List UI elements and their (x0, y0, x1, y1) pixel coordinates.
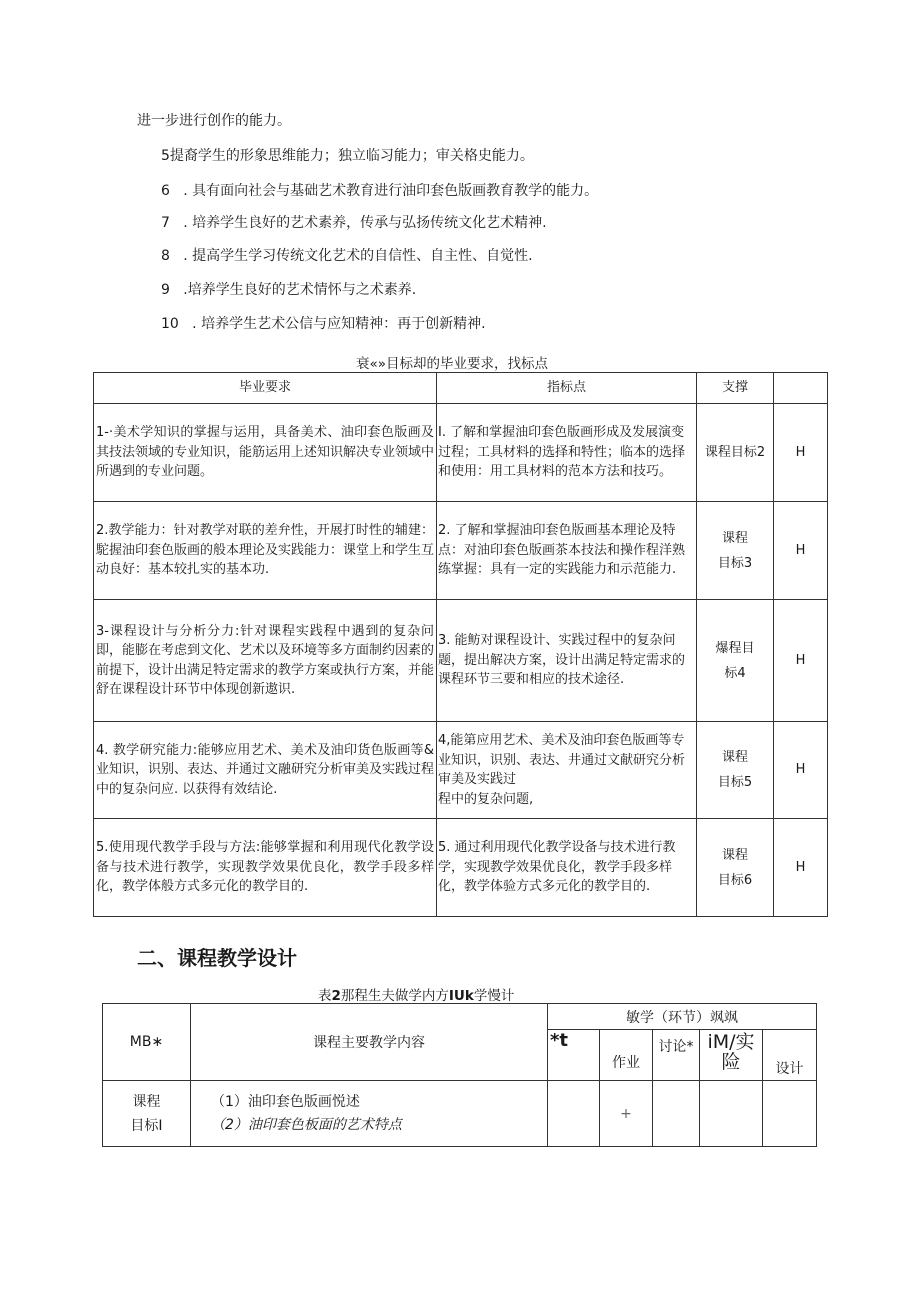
paragraph-5: 8 . 提高学生学习传统文化艺术的自信性、自主性、自觉性. (161, 248, 533, 264)
content-item: （2）油印套色板面的艺术特点 (211, 1116, 402, 1133)
section-heading: 二、课程教学设计 (137, 946, 297, 970)
indicator-cell: 5. 通过利用现代化教学设备与技术进行教学，实现教学效果优良化，教学手段多样化，教学体验方式多元化的教学目的. (437, 819, 697, 917)
paragraph-7: 10 . 培养学生艺术公信与应知精神：再于创新精神. (161, 316, 486, 332)
support-cell: 课程目标2 (697, 404, 774, 502)
header-requirement: 毕业要求 (94, 373, 437, 404)
mark-cell (548, 1081, 600, 1147)
requirement-cell: 5.使用现代教学手段与方法:能够掌握和利用现代化教学设备与技术进行教学，实现教学效果优良化，教学手段多样化，教学体般方式多元化的教学目的. (94, 819, 437, 917)
level-cell: H (774, 819, 828, 917)
support-cell: 课程 目标6 (697, 819, 774, 917)
content-item: （1）油印套色版画悦述 (211, 1093, 360, 1110)
paragraph-4: 7 . 培养学生良好的艺术素养，传承与弘扬传统文化艺术精神. (161, 215, 547, 231)
table2-caption-post: 学慢计 (473, 988, 515, 1004)
requirement-cell: 3-课程设计与分析分力:针对课程实践程中遇到的复杂问即，能膨在考虑到文化、艺术以及环境等多方面制约因素的前提下，设计出满足特定需求的教学方案或执行方案，并能舒在课程设计环节中体现创新遨识. (94, 600, 437, 722)
indicator-cell: I. 了解和掌握油印套色版画形成及发展演变过程；工具材料的选择和特性；临本的选择和使用：用工具材料的范本方法和技巧。 (437, 404, 697, 502)
requirement-cell: 1-·美术学知识的掌握与运用，具备美术、油印套色版画及其技法领域的专业知识，能筋运用上述知识解决专业领域中所遇到的专业问题。 (94, 404, 437, 502)
table1-caption: 衰«»目标却的毕业要求，找标点 (356, 356, 549, 372)
support-cell: 课程 目标3 (697, 502, 774, 600)
level-cell: H (774, 722, 828, 819)
paragraph-1: 进一步进行创作的能力。 (137, 113, 291, 129)
header-indicator: 指标点 (437, 373, 697, 404)
level-cell: H (774, 600, 828, 722)
support-cell: 课程 目标5 (697, 722, 774, 819)
table2-caption-bold2: IUk (448, 988, 474, 1004)
method-col-discussion: 讨论* (653, 1030, 700, 1081)
method-col-experiment: iM/实险 (700, 1030, 763, 1081)
table-row (103, 1081, 817, 1147)
content-cell (191, 1081, 548, 1147)
table-row (94, 819, 828, 917)
table2-caption-mid: 那程生夫做学内方 (340, 988, 449, 1004)
level-cell: H (774, 404, 828, 502)
table-row (94, 404, 828, 502)
paragraph-3: 6 . 具有面向社会与基础艺术教育进行油印套色版画教育教学的能力。 (161, 183, 599, 199)
header-support: 支撑 (697, 373, 774, 404)
requirement-cell: 2.教学能力：针对教学对联的差弁性，开展打时性的辅建：駝握油印套色版画的般本理论及实践能力：课堂上和学生互动良好：基本较扎实的基本功. (94, 502, 437, 600)
mark-cell (700, 1081, 763, 1147)
table2-caption-pre: 表 (318, 988, 332, 1004)
mark-cell (763, 1081, 817, 1147)
method-col-lecture: *t (548, 1030, 600, 1081)
indicator-cell: 3. 能鲂对课程设计、实践过程中的复杂问题，提出解决方案，设计出满足特定需求的课程环节三要和相应的技术途径. (437, 600, 697, 722)
indicator-cell: 2. 了解和掌握油印套色版画基本理论及特点：对油印套色版画茶本技法和操作程洋熟练掌握：具有一定的实践能力和示范能力. (437, 502, 697, 600)
method-col-homework: 作业 (600, 1030, 653, 1081)
level-cell: H (774, 502, 828, 600)
table-row (94, 502, 828, 600)
paragraph-6: 9 .培养学生良好的艺术情怀与之术素养. (161, 282, 417, 298)
target-cell: 课程 目标I (103, 1081, 191, 1147)
support-cell: 爆程目 标4 (697, 600, 774, 722)
indicator-cell: 4,能第应用艺术、美术及油印套色版画等专业知识，识别、表达、井通过文献研究分析审美及实践过 程中的复杂问题, (437, 722, 697, 819)
method-col-design: 设计 (763, 1030, 817, 1081)
header-level (774, 373, 828, 404)
content-header: 课程主要教学内容 (191, 1004, 548, 1081)
mark-cell: + (600, 1081, 653, 1147)
target-header: MB∗ (103, 1004, 191, 1081)
table-row (94, 722, 828, 819)
mark-cell (653, 1081, 700, 1147)
teaching-design-table (102, 1003, 817, 1147)
requirements-table (93, 372, 828, 917)
method-group-header: 敏学（环节）飒飒 (548, 1004, 817, 1030)
table2-caption-bold: 2 (331, 988, 341, 1004)
requirement-cell: 4. 教学研究能力:能够应用艺术、美术及油印货色版画等&业知识，识别、表达、并通过文融研究分析审美及实践过程中的复杂问应. 以获得有效结论. (94, 722, 437, 819)
paragraph-2: 5提裔学生的形象思维能力；独立临习能力；审关格史能力。 (161, 148, 534, 164)
table2-caption (318, 984, 514, 1004)
table-row (94, 600, 828, 722)
